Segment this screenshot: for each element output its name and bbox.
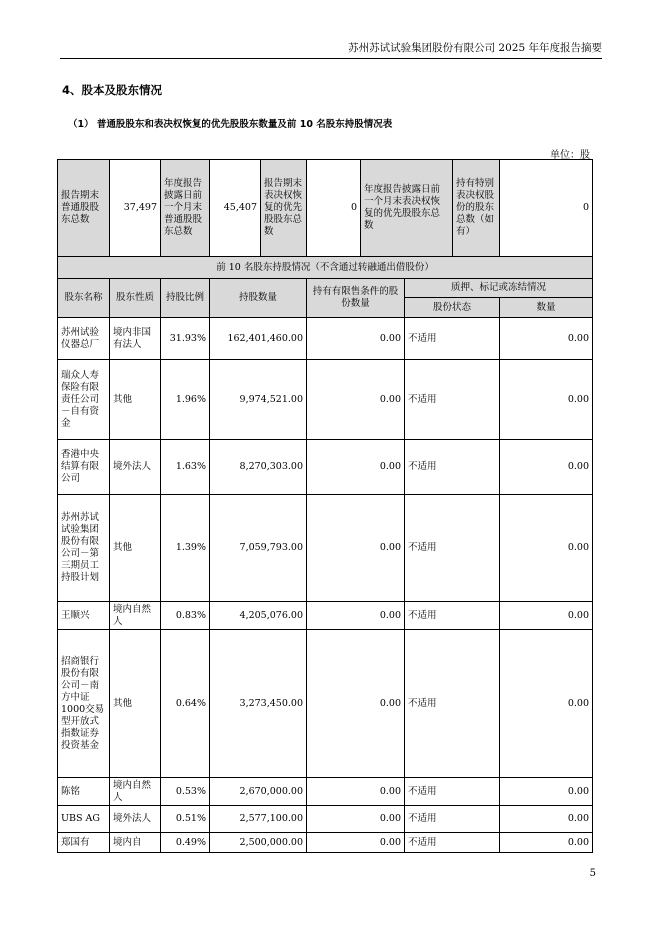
shareholder-name: UBS AG [58, 806, 110, 833]
restricted-shares: 0.00 [307, 778, 405, 806]
summary-label-5: 持有特别表决权股份的股东总数（如有） [453, 160, 500, 257]
col-header-restricted: 持有有限售条件的股份数量 [307, 279, 405, 318]
shareholder-name: 招商银行股份有限公司－南方中证1000交易型开放式指数证券投资基金 [58, 630, 110, 778]
shareholder-name: 苏州试验仪器总厂 [58, 318, 110, 360]
col-header-pledge-qty: 数量 [500, 298, 593, 318]
shareholder-name: 苏州苏试试验集团股份有限公司－第三期员工持股计划 [58, 495, 110, 602]
holding-ratio: 0.49% [161, 833, 210, 853]
pledge-status: 不适用 [405, 360, 500, 440]
share-count: 162,401,460.00 [210, 318, 307, 360]
shareholder-nature: 境内非国有法人 [110, 318, 161, 360]
summary-label-2: 年度报告披露日前一个月末普通股股东总数 [161, 160, 210, 257]
share-count: 7,059,793.00 [210, 495, 307, 602]
summary-value-3: 0 [307, 160, 361, 257]
summary-value-2: 45,407 [210, 160, 261, 257]
col-header-ratio: 持股比例 [161, 279, 210, 318]
table-row [58, 495, 593, 602]
shareholder-name: 郑国有 [58, 833, 110, 853]
share-count: 2,670,000.00 [210, 778, 307, 806]
restricted-shares: 0.00 [307, 630, 405, 778]
shareholder-name: 陈铭 [58, 778, 110, 806]
pledge-status: 不适用 [405, 602, 500, 630]
table-row [58, 806, 593, 833]
pledge-status: 不适用 [405, 833, 500, 853]
shareholder-nature: 其他 [110, 495, 161, 602]
pledge-quantity: 0.00 [500, 778, 593, 806]
share-count: 8,270,303.00 [210, 440, 307, 495]
restricted-shares: 0.00 [307, 806, 405, 833]
shareholder-nature: 境内自然人 [110, 602, 161, 630]
col-header-name: 股东名称 [58, 279, 110, 318]
share-count: 2,500,000.00 [210, 833, 307, 853]
pledge-quantity: 0.00 [500, 602, 593, 630]
table-row [58, 602, 593, 630]
summary-label-3: 报告期末表决权恢复的优先股股东总数 [261, 160, 307, 257]
pledge-quantity: 0.00 [500, 806, 593, 833]
top10-title: 前 10 名股东持股情况（不含通过转融通出借股份） [58, 257, 593, 279]
shareholder-nature: 其他 [110, 630, 161, 778]
restricted-shares: 0.00 [307, 833, 405, 853]
summary-row [58, 160, 593, 257]
section-title: 4、股本及股东情况 [62, 83, 163, 97]
shareholder-nature: 其他 [110, 360, 161, 440]
share-count: 4,205,076.00 [210, 602, 307, 630]
unit-label: 单位：股 [550, 150, 590, 161]
holding-ratio: 0.64% [161, 630, 210, 778]
share-count: 3,273,450.00 [210, 630, 307, 778]
holding-ratio: 31.93% [161, 318, 210, 360]
holding-ratio: 1.96% [161, 360, 210, 440]
shareholder-name: 瑞众人寿保险有限责任公司－自有资金 [58, 360, 110, 440]
shareholder-name: 王顺兴 [58, 602, 110, 630]
holding-ratio: 0.53% [161, 778, 210, 806]
col-header-pledge-status: 股份状态 [405, 298, 500, 318]
table-row [58, 360, 593, 440]
pledge-status: 不适用 [405, 806, 500, 833]
restricted-shares: 0.00 [307, 360, 405, 440]
holding-ratio: 1.63% [161, 440, 210, 495]
shareholder-nature: 境外法人 [110, 806, 161, 833]
col-header-pledge-group: 质押、标记或冻结情况 [405, 279, 593, 298]
shareholder-nature: 境外法人 [110, 440, 161, 495]
share-count: 2,577,100.00 [210, 806, 307, 833]
pledge-quantity: 0.00 [500, 833, 593, 853]
table-caption: （1） 普通股股东和表决权恢复的优先股股东数量及前 10 名股东持股情况表 [68, 119, 393, 130]
shareholder-table [57, 159, 593, 853]
holding-ratio: 1.39% [161, 495, 210, 602]
table-row [58, 318, 593, 360]
shareholder-nature: 境内自然人 [110, 778, 161, 806]
summary-label-4: 年度报告披露日前一个月末表决权恢复的优先股股东总数 [361, 160, 453, 257]
pledge-quantity: 0.00 [500, 318, 593, 360]
summary-value-5: 0 [500, 160, 593, 257]
col-header-nature: 股东性质 [110, 279, 161, 318]
running-header: 苏州苏试试验集团股份有限公司 2025 年年度报告摘要 [60, 40, 602, 59]
page-number: 5 [589, 868, 596, 879]
pledge-quantity: 0.00 [500, 630, 593, 778]
summary-value-1: 37,497 [110, 160, 161, 257]
pledge-status: 不适用 [405, 440, 500, 495]
restricted-shares: 0.00 [307, 602, 405, 630]
table-row [58, 778, 593, 806]
table-row [58, 833, 593, 853]
column-header-row [58, 279, 593, 298]
restricted-shares: 0.00 [307, 495, 405, 602]
pledge-status: 不适用 [405, 318, 500, 360]
table-row [58, 440, 593, 495]
pledge-quantity: 0.00 [500, 360, 593, 440]
share-count: 9,974,521.00 [210, 360, 307, 440]
summary-label-1: 报告期末普通股股东总数 [58, 160, 110, 257]
shareholder-nature: 境内自 [110, 833, 161, 853]
restricted-shares: 0.00 [307, 440, 405, 495]
pledge-status: 不适用 [405, 778, 500, 806]
table-row [58, 630, 593, 778]
shareholder-name: 香港中央结算有限公司 [58, 440, 110, 495]
holding-ratio: 0.83% [161, 602, 210, 630]
restricted-shares: 0.00 [307, 318, 405, 360]
pledge-quantity: 0.00 [500, 440, 593, 495]
col-header-shares: 持股数量 [210, 279, 307, 318]
pledge-quantity: 0.00 [500, 495, 593, 602]
pledge-status: 不适用 [405, 495, 500, 602]
pledge-status: 不适用 [405, 630, 500, 778]
holding-ratio: 0.51% [161, 806, 210, 833]
